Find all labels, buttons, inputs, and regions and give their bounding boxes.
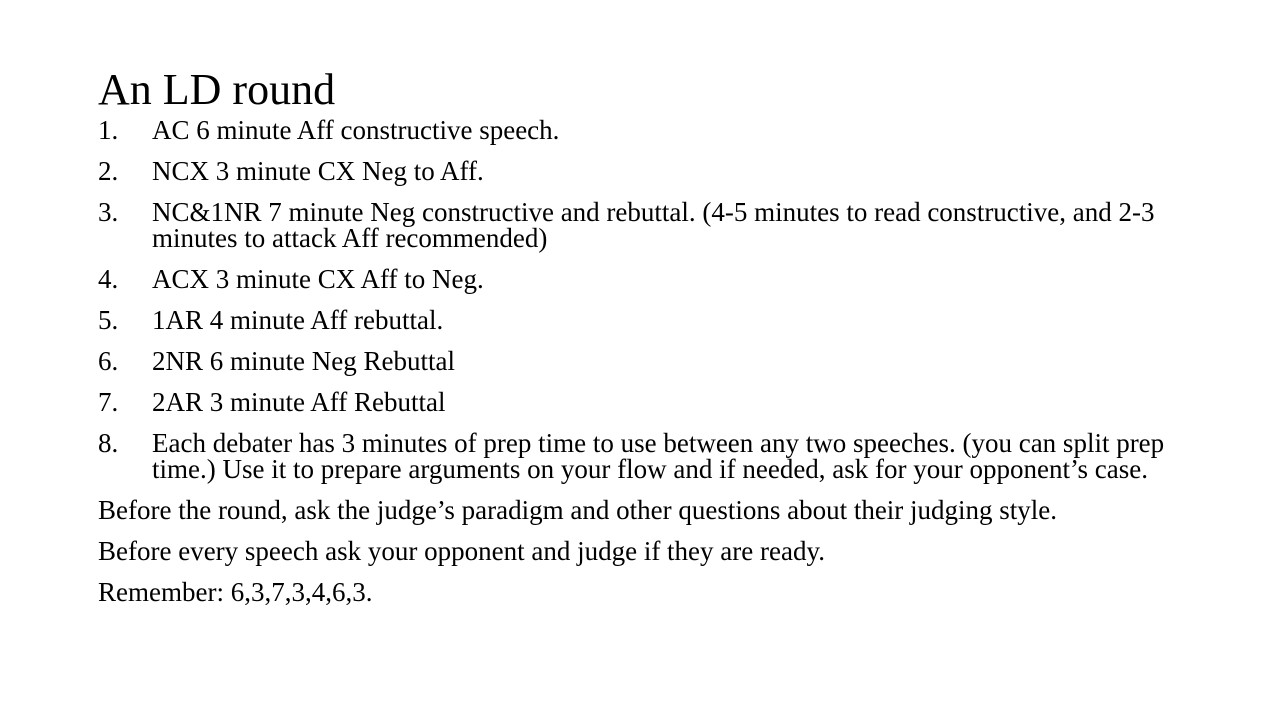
list-item (98, 266, 1208, 292)
list-number: 6. (98, 346, 119, 376)
list-number: 8. (98, 428, 119, 458)
list-text: NC&1NR 7 minute Neg constructive and rebuttal. (4-5 minutes to read constructive, and 2-3 minutes to attack Aff recommended) (152, 197, 1155, 253)
list-number: 1. (98, 115, 119, 145)
list-number: 2. (98, 156, 119, 186)
list-text: 2AR 3 minute Aff Rebuttal (152, 387, 446, 417)
list-text: 1AR 4 minute Aff rebuttal. (152, 305, 444, 335)
slide-body (98, 117, 1208, 620)
list-text: ACX 3 minute CX Aff to Neg. (152, 264, 484, 294)
paragraph-judge-paradigm: Before the round, ask the judge’s paradigm and other questions about their judging style. (98, 495, 1058, 525)
list-number: 5. (98, 305, 119, 335)
slide-title: An LD round (98, 65, 336, 114)
list-text: 2NR 6 minute Neg Rebuttal (152, 346, 455, 376)
list-text: NCX 3 minute CX Neg to Aff. (152, 156, 484, 186)
list-text: AC 6 minute Aff constructive speech. (152, 115, 560, 145)
list-number: 3. (98, 197, 119, 227)
list-number: 7. (98, 387, 119, 417)
list-item (98, 199, 1208, 251)
list-item (98, 348, 1208, 374)
list-item (98, 117, 1208, 143)
list-item (98, 389, 1208, 415)
paragraph-ready-check: Before every speech ask your opponent and judge if they are ready. (98, 536, 825, 566)
list-number: 4. (98, 264, 119, 294)
list-item (98, 158, 1208, 184)
list-text: Each debater has 3 minutes of prep time to use between any two speeches. (you can split prep time.) Use it to prepare arguments on your flow and if needed, ask for your opponent’s case. (152, 428, 1165, 484)
list-item (98, 307, 1208, 333)
paragraph-remember: Remember: 6,3,7,3,4,6,3. (98, 577, 373, 607)
list-item (98, 430, 1208, 482)
